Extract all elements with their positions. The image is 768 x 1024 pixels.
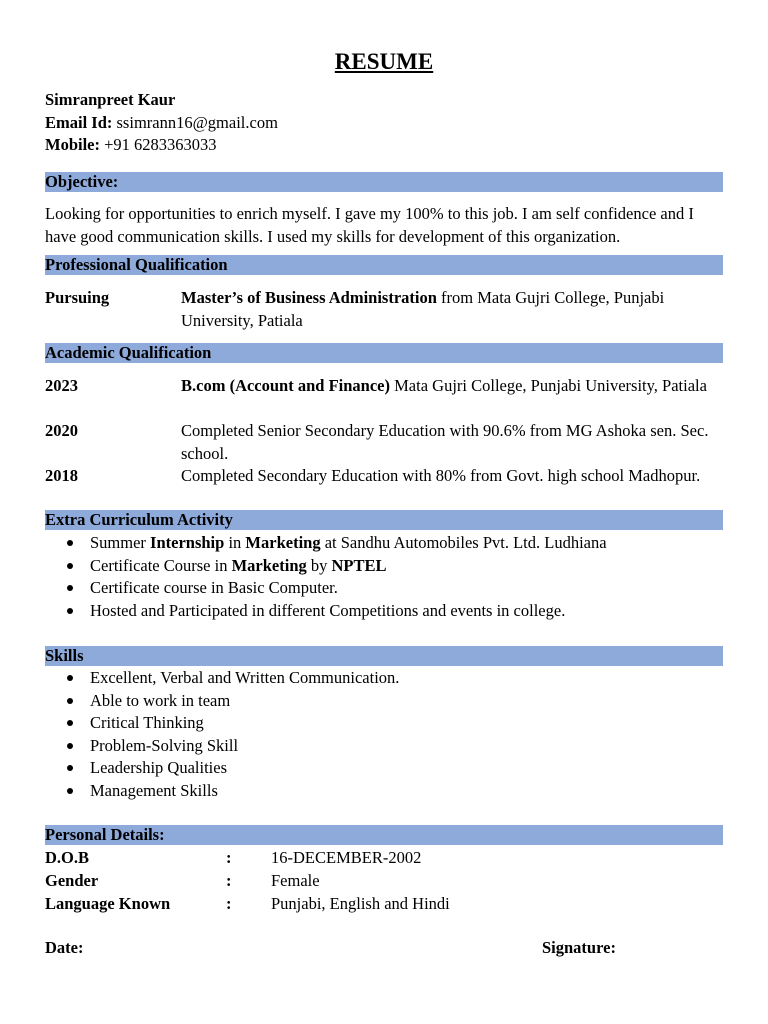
text-run-bold: Internship [150,533,225,552]
list-item [45,555,723,578]
objective-text: Looking for opportunities to enrich myself. I gave my 100% to this job. I am self confidence and I have good communication skills. I used my skills for development of this organization. [45,204,694,246]
professional-details [181,287,723,332]
text-run: at Sandhu Automobiles Pvt. Ltd. Ludhiana [320,533,607,552]
academic-year: 2018 [45,466,78,485]
personal-label: Gender [45,871,99,890]
list-item: Able to work in team [45,690,723,713]
list-item: Excellent, Verbal and Written Communication. [45,667,723,690]
personal-value: Punjabi, English and Hindi [271,894,450,913]
mobile-label: Mobile: [45,135,100,154]
text-run: by [306,555,332,575]
professional-status: Pursuing [45,288,110,307]
list-item: Hosted and Participated in different Competitions and events in college. [45,600,723,623]
signature-label: Signature: [542,938,616,957]
date-label: Date: [45,938,84,957]
list-item: Problem-Solving Skill [45,735,723,758]
personal-value: 16-DECEMBER-2002 [271,848,422,867]
list-item: Certificate course in Basic Computer. [45,577,723,600]
academic-institute: Completed Senior Secondary Education with 90.6% from MG Ashoka sen. Sec. school. [181,421,709,463]
academic-year: 2023 [45,376,78,395]
personal-label: D.O.B [45,848,90,867]
skills-heading: Skills [45,646,723,666]
candidate-name: Simranpreet Kaur [45,90,176,109]
list-item: Leadership Qualities [45,757,723,780]
text-run-bold: Marketing [245,533,321,552]
resume-title: RESUME [334,49,434,74]
academic-details [181,375,723,398]
personal-separator: : [226,894,232,913]
academic-institute: Mata Gujri College, Punjabi University, Patiala [390,376,707,395]
professional-heading: Professional Qualification [45,255,723,275]
personal-label: Language Known [45,894,171,913]
objective-heading: Objective: [45,172,723,192]
mobile-value: +91 6283363033 [104,135,217,154]
contact-block [45,89,278,157]
academic-heading: Academic Qualification [45,343,723,363]
personal-row [45,847,723,870]
text-run: Summer [90,533,151,552]
personal-row [45,893,723,916]
personal-separator: : [226,871,232,890]
professional-degree: Master’s of Business Administration [181,288,437,307]
text-run: in [224,533,246,552]
personal-heading: Personal Details: [45,825,723,845]
academic-degree: B.com (Account and Finance) [181,376,390,395]
academic-details [181,465,723,488]
academic-details [181,420,723,465]
personal-separator: : [226,848,232,867]
skills-list [45,667,723,802]
personal-value: Female [271,871,320,890]
personal-row [45,870,723,893]
list-item: Management Skills [45,780,723,803]
email-line [45,112,278,135]
email-label: Email Id: [45,112,113,132]
academic-year: 2020 [45,421,78,440]
academic-institute: Completed Secondary Education with 80% from Govt. high school Madhopur. [181,466,701,485]
list-item: Critical Thinking [45,712,723,735]
text-run-bold: NPTEL [331,555,387,575]
mobile-line [45,134,278,157]
text-run: Certificate Course in [90,555,232,575]
list-item [45,532,723,555]
extra-list [45,532,723,622]
extra-heading: Extra Curriculum Activity [45,510,723,530]
text-run-bold: Marketing [231,555,307,575]
professional-institute: from Mata Gujri College, Punjabi University, Patiala [181,288,665,330]
email-value: ssimrann16@gmail.com [116,112,278,132]
